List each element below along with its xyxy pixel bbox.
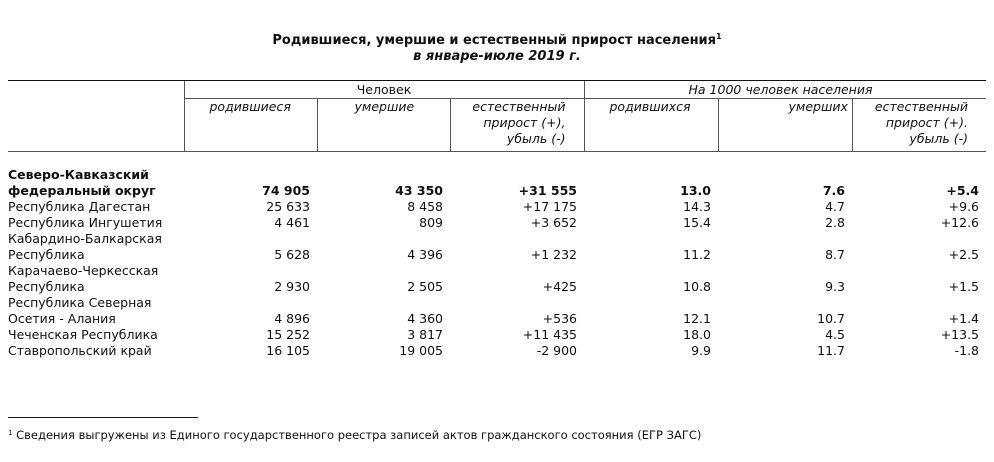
table-row [8, 199, 986, 215]
header-corner [8, 81, 184, 99]
footnote-mark: 1 [8, 429, 13, 437]
table-row [8, 295, 986, 311]
born-value: 5 628 [274, 247, 310, 262]
region-name: Чеченская Республика [8, 327, 158, 342]
increase-rate-value: +1.5 [948, 279, 979, 294]
died-rate-value: 9.3 [825, 279, 845, 294]
header-group-per-1000: На 1000 человек населения [584, 81, 986, 99]
table-row [8, 247, 986, 263]
table-row [8, 311, 986, 327]
region-name: Северо-Кавказский [8, 167, 149, 182]
died-value: 43 350 [395, 183, 443, 198]
region-name: Республика Северная [8, 295, 152, 310]
born-value: 4 896 [274, 311, 310, 326]
table-row [8, 167, 986, 183]
footnote [8, 428, 701, 442]
region-name: Ставропольский край [8, 343, 152, 358]
region-name: Республика [8, 279, 85, 294]
title-line1: Родившиеся, умершие и естественный прирост населения [272, 33, 717, 48]
born-value: 25 633 [266, 199, 310, 214]
increase-rate-value: +12.6 [940, 215, 979, 230]
born-rate-value: 18.0 [683, 327, 711, 342]
header-natural-increase: естественный прирост (+), убыль (-) [450, 99, 584, 152]
born-value: 74 905 [262, 183, 310, 198]
title-footnote-mark: 1 [716, 32, 722, 41]
header-born: родившиеся [184, 99, 317, 152]
born-rate-value: 14.3 [683, 199, 711, 214]
region-name: федеральный округ [8, 183, 156, 198]
born-value: 2 930 [274, 279, 310, 294]
increase-value: +31 555 [518, 183, 577, 198]
died-value: 19 005 [399, 343, 443, 358]
region-name: Республика Ингушетия [8, 215, 163, 230]
born-value: 16 105 [266, 343, 310, 358]
born-rate-value: 10.8 [683, 279, 711, 294]
born-rate-value: 12.1 [683, 311, 711, 326]
header-group-persons: Человек [184, 81, 584, 99]
header-corner-sub [8, 99, 184, 152]
increase-value: +3 652 [530, 215, 577, 230]
header-group-row [8, 81, 986, 99]
born-rate-value: 11.2 [683, 247, 711, 262]
region-name: Карачаево-Черкесская [8, 263, 159, 278]
region-name: Республика Дагестан [8, 199, 151, 214]
died-rate-value: 7.6 [822, 183, 845, 198]
region-name: Осетия - Алания [8, 311, 116, 326]
table-row [8, 343, 986, 359]
died-value: 809 [419, 215, 443, 230]
increase-value: -2 900 [536, 343, 577, 358]
increase-value: +536 [542, 311, 577, 326]
increase-rate-value: +2.5 [948, 247, 979, 262]
header-born-per-1000: родившихся [584, 99, 718, 152]
died-rate-value: 2.8 [825, 215, 845, 230]
born-rate-value: 13.0 [680, 183, 711, 198]
born-value: 15 252 [266, 327, 310, 342]
table-row [8, 183, 986, 199]
header-sub-row [8, 99, 986, 152]
died-value: 4 396 [407, 247, 443, 262]
table-row [8, 263, 986, 279]
footnote-text: Сведения выгружены из Единого государственного реестра записей актов гражданского состояния (ЕГР ЗАГС) [16, 428, 702, 442]
died-rate-value: 8.7 [825, 247, 845, 262]
header-died-per-1000: умерших [718, 99, 852, 152]
increase-value: +11 435 [522, 327, 577, 342]
table-row [8, 231, 986, 247]
increase-value: +17 175 [522, 199, 577, 214]
born-value: 4 461 [274, 215, 310, 230]
increase-rate-value: +1.4 [948, 311, 979, 326]
died-rate-value: 10.7 [817, 311, 845, 326]
increase-rate-value: -1.8 [954, 343, 979, 358]
increase-rate-value: +9.6 [948, 199, 979, 214]
died-value: 8 458 [407, 199, 443, 214]
died-rate-value: 4.7 [825, 199, 845, 214]
region-name: Республика [8, 247, 85, 262]
table-row [8, 215, 986, 231]
document-title [0, 33, 994, 65]
died-value: 2 505 [407, 279, 443, 294]
header-died: умершие [317, 99, 450, 152]
died-value: 4 360 [407, 311, 443, 326]
increase-rate-value: +5.4 [946, 183, 979, 198]
table-row [8, 327, 986, 343]
header-natural-increase-per-1000: естественный прирост (+). убыль (-) [852, 99, 986, 152]
increase-value: +1 232 [530, 247, 577, 262]
born-rate-value: 15.4 [683, 215, 711, 230]
population-table [8, 80, 986, 359]
table-row [8, 279, 986, 295]
increase-rate-value: +13.5 [940, 327, 979, 342]
died-rate-value: 4.5 [825, 327, 845, 342]
footnote-divider [8, 417, 198, 418]
region-name: Кабардино-Балкарская [8, 231, 162, 246]
died-rate-value: 11.7 [817, 343, 845, 358]
increase-value: +425 [542, 279, 577, 294]
born-rate-value: 9.9 [691, 343, 711, 358]
title-line2: в январе-июле 2019 г. [413, 49, 581, 64]
died-value: 3 817 [407, 327, 443, 342]
